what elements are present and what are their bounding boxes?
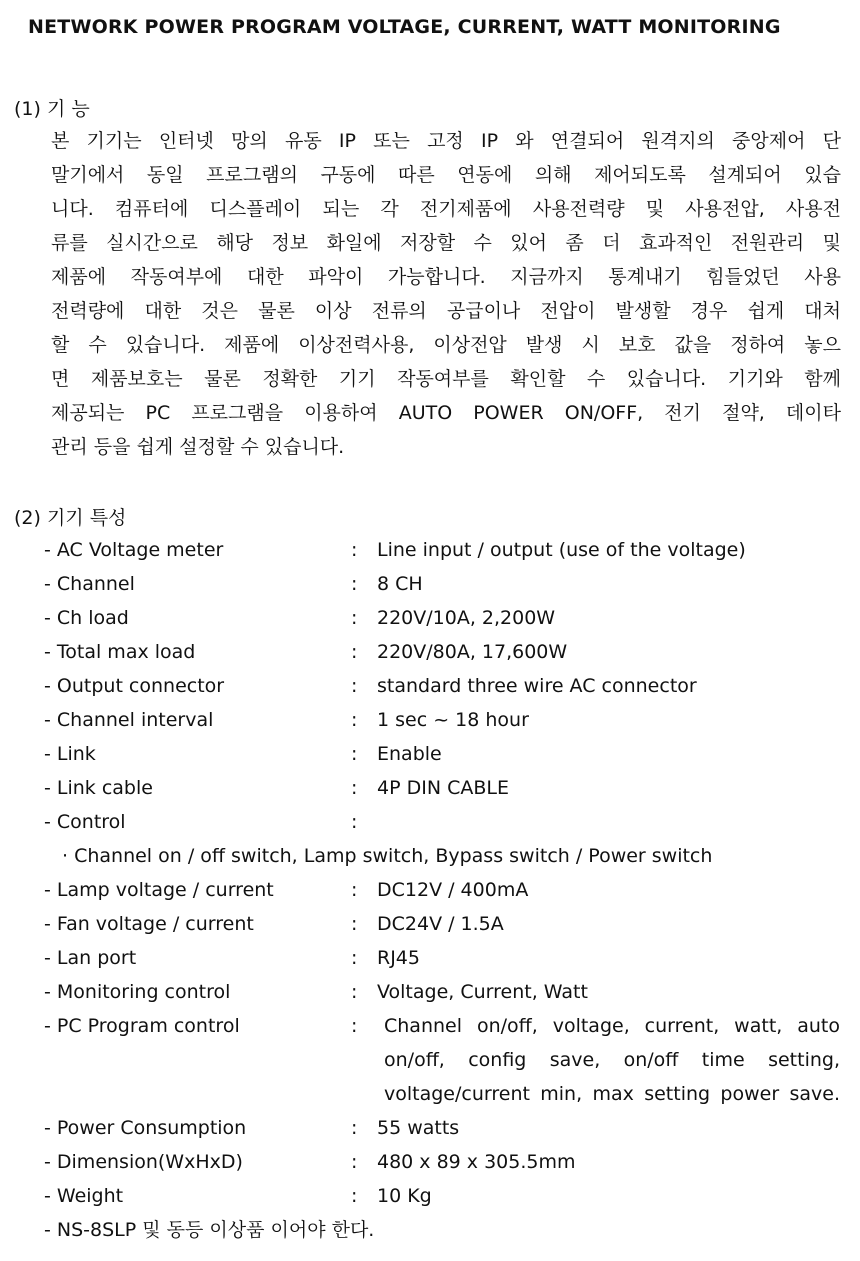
spec-row-power-consumption	[44, 1111, 844, 1145]
spec-row-note	[44, 1213, 844, 1247]
spec-key: - PC Program control	[44, 1015, 240, 1037]
spec-colon: :	[351, 607, 358, 629]
spec-colon: :	[351, 913, 358, 935]
spec-value: Line input / output (use of the voltage)	[377, 539, 746, 561]
spec-value	[384, 1009, 840, 1111]
paragraph-line: 본 기기는 인터넷 망의 유동 IP 또는 고정 IP 와 연결되어 원격지의 중앙제어 단	[51, 130, 841, 152]
spec-key: - Dimension(WxHxD)	[44, 1151, 243, 1173]
spec-note: - NS-8SLP 및 동등 이상품 이어야 한다.	[44, 1219, 375, 1241]
spec-colon: :	[351, 539, 358, 561]
section-1-heading: (1) 기 능	[14, 98, 90, 120]
paragraph-line: 면 제품보호는 물론 정확한 기기 작동여부를 확인할 수 있습니다. 기기와 함께	[51, 368, 841, 390]
spec-colon: :	[351, 1015, 358, 1037]
spec-key: - Monitoring control	[44, 981, 231, 1003]
spec-value: Voltage, Current, Watt	[377, 981, 588, 1003]
spec-key: - Link cable	[44, 777, 153, 799]
spec-row-channel	[44, 567, 844, 601]
spec-detail: · Channel on / off switch, Lamp switch, Bypass switch / Power switch	[62, 845, 713, 867]
spec-value: 220V/10A, 2,200W	[377, 607, 556, 629]
spec-colon: :	[351, 981, 358, 1003]
spec-value: 8 CH	[377, 573, 423, 595]
spec-key: - Lamp voltage / current	[44, 879, 274, 901]
paragraph-line: 제공되는 PC 프로그램을 이용하여 AUTO POWER ON/OFF, 전기 절약, 데이타	[51, 402, 841, 424]
spec-value-line: on/off, config save, on/off time setting,	[384, 1049, 840, 1071]
spec-key: - Channel	[44, 573, 135, 595]
spec-value: 480 x 89 x 305.5mm	[377, 1151, 576, 1173]
spec-row-pc-program-control	[44, 1009, 844, 1111]
spec-key: - Control	[44, 811, 126, 833]
section-2-heading: (2) 기기 특성	[14, 507, 127, 529]
spec-row-control	[44, 805, 844, 839]
spec-value: 220V/80A, 17,600W	[377, 641, 568, 663]
spec-value: 4P DIN CABLE	[377, 777, 509, 799]
spec-colon: :	[351, 1117, 358, 1139]
spec-colon: :	[351, 709, 358, 731]
paragraph-line: 류를 실시간으로 해당 정보 화일에 저장할 수 있어 좀 더 효과적인 전원관리 및	[51, 232, 841, 254]
spec-row-total-max-load	[44, 635, 844, 669]
spec-row-ac-voltage-meter	[44, 533, 844, 567]
paragraph-line: 말기에서 동일 프로그램의 구동에 따른 연동에 의해 제어되도록 설계되어 있습	[51, 164, 841, 186]
spec-key: - Ch load	[44, 607, 129, 629]
spec-value: DC24V / 1.5A	[377, 913, 504, 935]
spec-colon: :	[351, 675, 358, 697]
spec-colon: :	[351, 1151, 358, 1173]
spec-value: RJ45	[377, 947, 420, 969]
spec-colon: :	[351, 879, 358, 901]
spec-row-monitoring-control	[44, 975, 844, 1009]
spec-value: standard three wire AC connector	[377, 675, 697, 697]
spec-key: - Weight	[44, 1185, 124, 1207]
spec-colon: :	[351, 1185, 358, 1207]
spec-row-dimension	[44, 1145, 844, 1179]
spec-list	[44, 533, 844, 1247]
spec-value: DC12V / 400mA	[377, 879, 529, 901]
spec-value-line: Channel on/off, voltage, current, watt, auto	[384, 1015, 840, 1037]
spec-colon: :	[351, 947, 358, 969]
spec-row-output-connector	[44, 669, 844, 703]
spec-colon: :	[351, 573, 358, 595]
spec-row-ch-load	[44, 601, 844, 635]
spec-key: - Power Consumption	[44, 1117, 247, 1139]
spec-value: Enable	[377, 743, 442, 765]
spec-value: 1 sec ~ 18 hour	[377, 709, 529, 731]
spec-row-link-cable	[44, 771, 844, 805]
spec-colon: :	[351, 743, 358, 765]
spec-colon: :	[351, 641, 358, 663]
spec-row-weight	[44, 1179, 844, 1213]
spec-key: - AC Voltage meter	[44, 539, 224, 561]
paragraph-line: 관리 등을 쉽게 설정할 수 있습니다.	[51, 436, 345, 458]
spec-row-channel-interval	[44, 703, 844, 737]
section-1-paragraph	[51, 124, 841, 464]
paragraph-line: 전력량에 대한 것은 물론 이상 전류의 공급이나 전압이 발생할 경우 쉽게 대처	[51, 300, 841, 322]
spec-key: - Output connector	[44, 675, 225, 697]
spec-key: - Link	[44, 743, 96, 765]
paragraph-line: 니다. 컴퓨터에 디스플레이 되는 각 전기제품에 사용전력량 및 사용전압, 사용전	[51, 198, 841, 220]
document-title: NETWORK POWER PROGRAM VOLTAGE, CURRENT, WATT MONITORING	[28, 16, 781, 38]
spec-key: - Total max load	[44, 641, 196, 663]
spec-value-line: voltage/current min, max setting power save.	[384, 1083, 840, 1105]
spec-row-lamp-voltage	[44, 873, 844, 907]
spec-key: - Channel interval	[44, 709, 214, 731]
spec-row-fan-voltage	[44, 907, 844, 941]
spec-key: - Lan port	[44, 947, 137, 969]
spec-value: 55 watts	[377, 1117, 460, 1139]
spec-row-lan-port	[44, 941, 844, 975]
spec-colon: :	[351, 811, 358, 833]
spec-row-control-detail	[44, 839, 844, 873]
paragraph-line: 할 수 있습니다. 제품에 이상전력사용, 이상전압 발생 시 보호 값을 정하여 놓으	[51, 334, 841, 356]
spec-row-link	[44, 737, 844, 771]
spec-key: - Fan voltage / current	[44, 913, 254, 935]
paragraph-line: 제품에 작동여부에 대한 파악이 가능합니다. 지금까지 통계내기 힘들었던 사용	[51, 266, 841, 288]
spec-value: 10 Kg	[377, 1185, 432, 1207]
spec-colon: :	[351, 777, 358, 799]
